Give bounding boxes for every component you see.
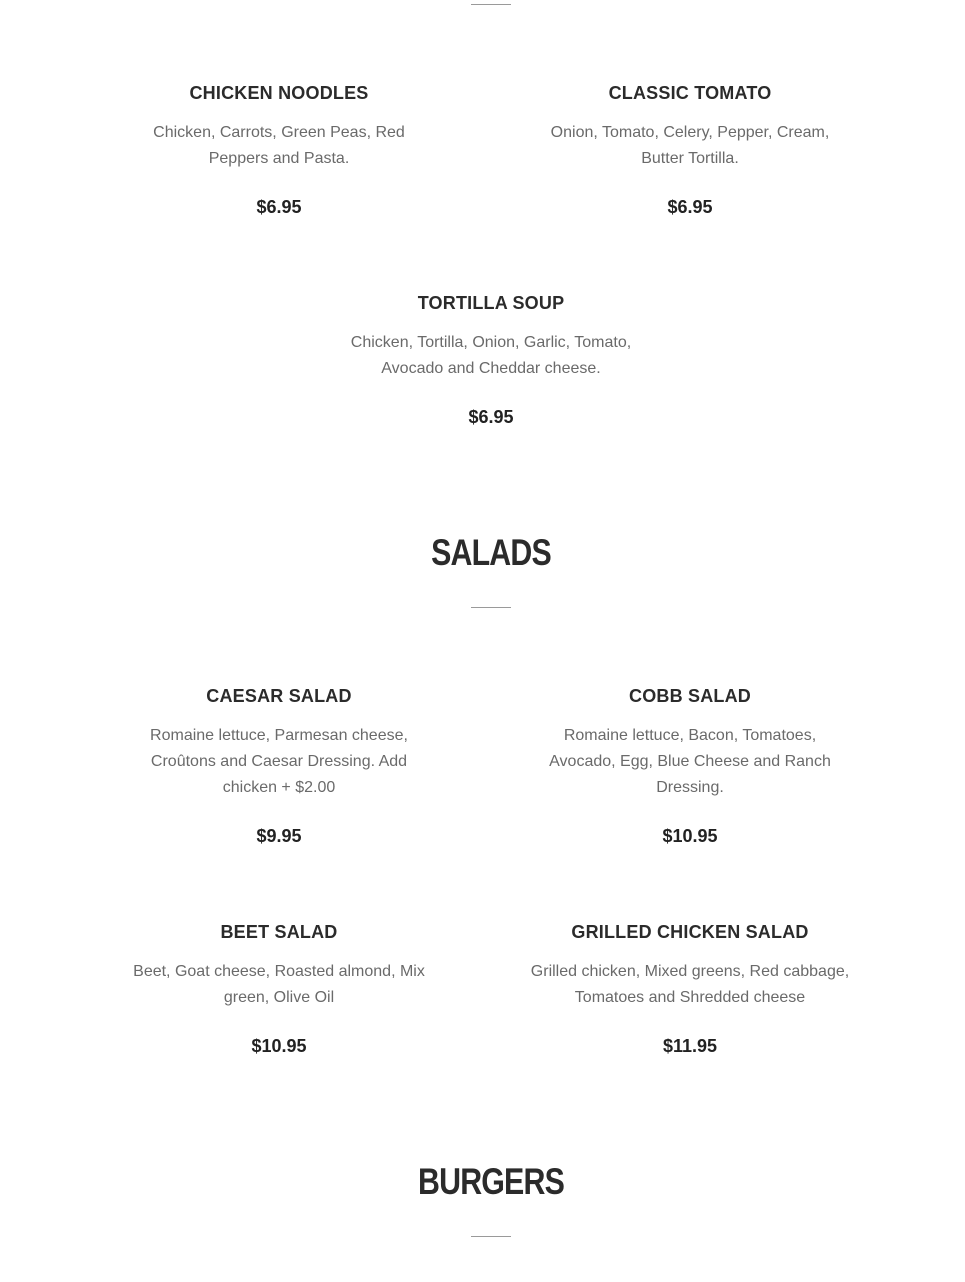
menu-item-name: GRILLED CHICKEN SALAD: [571, 922, 809, 942]
menu-item-name: COBB SALAD: [629, 686, 751, 706]
menu-item-price: $10.95: [251, 1036, 307, 1056]
section-divider: [471, 1236, 511, 1237]
menu-item-description: Romaine lettuce, Bacon, Tomatoes, Avocado, Egg, Blue Cheese and Ranch Dressing.: [549, 727, 831, 796]
menu-item-description: Chicken, Carrots, Green Peas, Red Peppers and Pasta.: [153, 124, 405, 167]
menu-item-name: CLASSIC TOMATO: [608, 83, 772, 103]
menu-item-chicken-noodles: [129, 82, 429, 218]
menu-item-grilled-chicken-salad: [528, 921, 852, 1057]
section-divider: [471, 4, 511, 5]
menu-item-cobb-salad: [540, 685, 840, 847]
menu-item-price: $6.95: [468, 407, 514, 427]
menu-item-name: BEET SALAD: [220, 922, 338, 942]
menu-item-beet-salad: [129, 921, 429, 1057]
menu-item-price: $6.95: [667, 197, 713, 217]
menu-item-price: $10.95: [662, 826, 718, 846]
menu-item-description: Romaine lettuce, Parmesan cheese, Croûtons and Caesar Dressing. Add chicken + $2.00: [150, 727, 408, 796]
menu-item-description: Onion, Tomato, Celery, Pepper, Cream, Butter Tortilla.: [550, 124, 830, 167]
menu-item-description: Grilled chicken, Mixed greens, Red cabbage, Tomatoes and Shredded cheese: [530, 963, 850, 1006]
menu-item-name: CHICKEN NOODLES: [189, 83, 369, 103]
section-divider: [471, 607, 511, 608]
menu-item-description: Chicken, Tortilla, Onion, Garlic, Tomato, Avocado and Cheddar cheese.: [350, 334, 632, 377]
section-title-burgers: BURGERS: [418, 1161, 564, 1202]
section-title-salads: SALADS: [431, 532, 551, 573]
menu-item-classic-tomato: [540, 82, 840, 218]
menu-item-name: TORTILLA SOUP: [417, 293, 565, 313]
menu-item-description: Beet, Goat cheese, Roasted almond, Mix green, Olive Oil: [133, 963, 425, 1006]
menu-item-caesar-salad: [129, 685, 429, 847]
menu-item-price: $11.95: [662, 1036, 718, 1056]
menu-item-tortilla-soup: [341, 292, 641, 428]
menu-item-name: CAESAR SALAD: [206, 686, 352, 706]
menu-item-price: $9.95: [256, 826, 302, 846]
menu-item-price: $6.95: [256, 197, 302, 217]
